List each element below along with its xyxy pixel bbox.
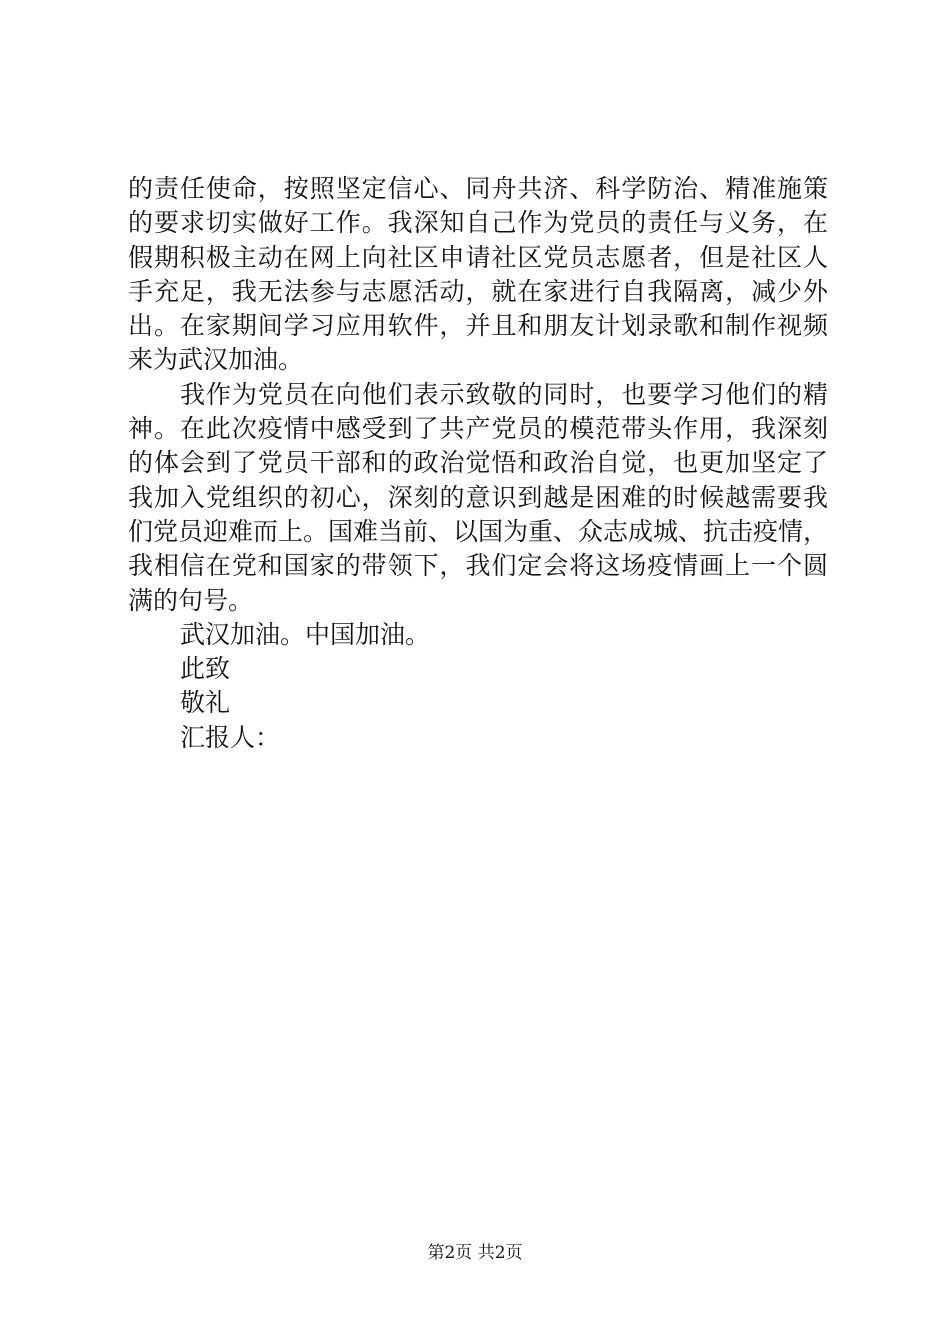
text-line: 们党员迎难而上。国难当前、以国为重、众志成城、抗击疫情， (128, 516, 829, 546)
text-line: 来为武汉加油。 (128, 345, 304, 375)
text-line: 的体会到了党员干部和的政治觉悟和政治自觉，也更加坚定了 (128, 448, 828, 478)
paragraph-1 (128, 172, 828, 378)
reporter-label: 汇报人： (180, 722, 281, 752)
text-line: 我作为党员在向他们表示致敬的同时，也要学习他们的精 (180, 379, 828, 409)
text-line: 的要求切实做好工作。我深知自己作为党员的责任与义务，在 (128, 208, 828, 238)
text-line: 假期积极主动在网上向社区申请社区党员志愿者，但是社区人 (128, 242, 828, 272)
page-footer: 第2页 共2页 (427, 1243, 523, 1263)
salutation-ci-zhi: 此致 (180, 654, 231, 684)
text-line: 满的句号。 (128, 585, 254, 615)
text-line: 我加入党组织的初心，深刻的意识到越是困难的时候越需要我 (128, 482, 828, 512)
cheer-line: 武汉加油。中国加油。 (180, 619, 431, 649)
text-line: 出。在家期间学习应用软件，并且和朋友计划录歌和制作视频 (128, 311, 828, 341)
salutation-jing-li: 敬礼 (180, 688, 231, 718)
text-line: 的责任使命，按照坚定信心、同舟共济、科学防治、精准施策 (128, 174, 828, 203)
text-line: 手充足，我无法参与志愿活动，就在家进行自我隔离，减少外 (128, 276, 828, 306)
text-line: 我相信在党和国家的带领下，我们定会将这场疫情画上一个圆 (128, 551, 828, 581)
document-body (128, 172, 828, 755)
text-line: 神。在此次疫情中感受到了共产党员的模范带头作用，我深刻 (128, 414, 828, 444)
paragraph-2 (128, 378, 828, 618)
